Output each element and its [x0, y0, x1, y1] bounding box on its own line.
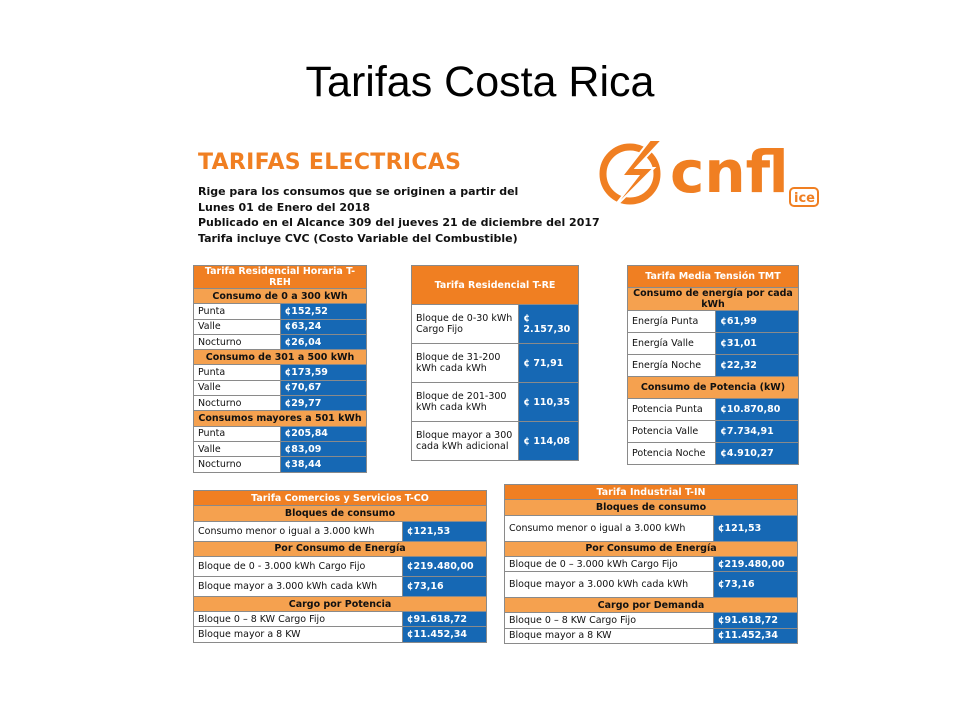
row-value: ¢11.452,34 — [713, 628, 797, 643]
row-label: Bloque mayor a 3.000 kWh cada kWh — [505, 572, 714, 598]
table-row — [194, 627, 487, 642]
row-label: Bloque 0 – 8 KW Cargo Fijo — [505, 613, 714, 628]
table-row — [412, 422, 579, 461]
row-value: ¢152,52 — [280, 304, 366, 319]
table-row — [194, 556, 487, 576]
row-value: ¢29,77 — [280, 396, 366, 411]
row-label: Nocturno — [194, 396, 281, 411]
table-t-re — [411, 265, 579, 461]
row-value: ¢38,44 — [280, 457, 366, 472]
row-value: ¢83,09 — [280, 441, 366, 456]
row-value: ¢91.618,72 — [713, 613, 797, 628]
intro-text — [198, 184, 600, 246]
table-row — [194, 441, 367, 456]
row-label: Bloque mayor a 3.000 kWh cada kWh — [194, 576, 403, 596]
section-heading: Consumo de 301 a 500 kWh — [194, 350, 367, 365]
row-value: ¢26,04 — [280, 334, 366, 349]
row-label: Punta — [194, 426, 281, 441]
row-value: ¢10.870,80 — [716, 399, 799, 421]
row-label: Nocturno — [194, 334, 281, 349]
row-value: ¢22,32 — [716, 355, 799, 377]
section-heading: Cargo por Potencia — [194, 596, 487, 611]
table-tmt — [627, 265, 799, 465]
row-label: Bloque 0 – 8 KW Cargo Fijo — [194, 612, 403, 627]
row-label: Bloque mayor a 300 cada kWh adicional — [412, 422, 519, 461]
row-value: ¢ 2.157,30 — [519, 305, 579, 344]
table-row — [505, 613, 798, 628]
row-label: Nocturno — [194, 457, 281, 472]
row-value: ¢219.480,00 — [402, 556, 486, 576]
table-row — [412, 344, 579, 383]
row-value: ¢219.480,00 — [713, 556, 797, 571]
row-label: Potencia Noche — [628, 443, 716, 465]
cnfl-logo — [592, 134, 822, 220]
logo-wordmark: cnfl — [670, 138, 789, 206]
ice-badge-label: ice — [794, 191, 815, 206]
table-row — [194, 319, 367, 334]
row-value: ¢173,59 — [280, 365, 366, 380]
table-row — [194, 380, 367, 395]
table-row — [505, 515, 798, 541]
row-label: Valle — [194, 380, 281, 395]
table-t-in — [504, 484, 798, 644]
intro-line: Rige para los consumos que se originen a partir del — [198, 185, 519, 198]
table-row — [505, 556, 798, 571]
row-value: ¢73,16 — [402, 576, 486, 596]
table-row — [194, 612, 487, 627]
section-heading: Bloques de consumo — [505, 500, 798, 515]
section-heading: Por Consumo de Energía — [194, 541, 487, 556]
row-label: Potencia Valle — [628, 421, 716, 443]
row-value: ¢205,84 — [280, 426, 366, 441]
row-label: Bloque de 201-300 kWh cada kWh — [412, 383, 519, 422]
slide-title: Tarifas Costa Rica — [305, 58, 655, 106]
table-row — [505, 628, 798, 643]
row-value: ¢61,99 — [716, 311, 799, 333]
table-row — [505, 572, 798, 598]
section-heading: Consumos mayores a 501 kWh — [194, 411, 367, 426]
intro-line: Lunes 01 de Enero del 2018 — [198, 200, 370, 214]
row-label: Potencia Punta — [628, 399, 716, 421]
row-label: Valle — [194, 319, 281, 334]
table-title: Tarifa Residencial Horaria T-REH — [194, 266, 367, 289]
row-value: ¢121,53 — [713, 515, 797, 541]
row-label: Energía Valle — [628, 333, 716, 355]
row-value: ¢70,67 — [280, 380, 366, 395]
section-heading: Consumo de 0 a 300 kWh — [194, 289, 367, 304]
row-label: Valle — [194, 441, 281, 456]
table-row — [194, 304, 367, 319]
table-row — [194, 457, 367, 472]
row-label: Consumo menor o igual a 3.000 kWh — [194, 521, 403, 541]
section-heading: Consumo de energía por cada kWh — [628, 288, 799, 311]
row-label: Energía Punta — [628, 311, 716, 333]
row-value: ¢91.618,72 — [402, 612, 486, 627]
table-row — [194, 396, 367, 411]
row-label: Bloque de 0 - 3.000 kWh Cargo Fijo — [194, 556, 403, 576]
table-row — [628, 399, 799, 421]
row-label: Bloque de 0-30 kWh Cargo Fijo — [412, 305, 519, 344]
table-row — [194, 426, 367, 441]
document-heading: TARIFAS ELECTRICAS — [198, 150, 462, 175]
intro-line: Publicado en el Alcance 309 del jueves 21 de diciembre del 2017 — [198, 216, 600, 229]
row-value: ¢4.910,27 — [716, 443, 799, 465]
row-value: ¢ 114,08 — [519, 422, 579, 461]
table-row — [628, 443, 799, 465]
section-heading: Consumo de Potencia (kW) — [628, 377, 799, 399]
row-value: ¢73,16 — [713, 572, 797, 598]
section-heading: Bloques de consumo — [194, 506, 487, 521]
table-row — [194, 334, 367, 349]
table-title: Tarifa Industrial T-IN — [505, 485, 798, 500]
table-row — [194, 576, 487, 596]
section-heading: Por Consumo de Energía — [505, 541, 798, 556]
row-value: ¢ 110,35 — [519, 383, 579, 422]
section-heading: Cargo por Demanda — [505, 598, 798, 613]
table-row — [628, 421, 799, 443]
row-label: Bloque de 31-200 kWh cada kWh — [412, 344, 519, 383]
row-label: Energía Noche — [628, 355, 716, 377]
table-t-reh — [193, 265, 367, 473]
tariff-document — [180, 138, 820, 658]
table-row — [412, 383, 579, 422]
row-label: Consumo menor o igual a 3.000 kWh — [505, 515, 714, 541]
table-row — [194, 365, 367, 380]
row-value: ¢121,53 — [402, 521, 486, 541]
table-title: Tarifa Media Tensión TMT — [628, 266, 799, 288]
table-row — [628, 333, 799, 355]
row-label: Bloque mayor a 8 KW — [505, 628, 714, 643]
row-label: Bloque mayor a 8 KW — [194, 627, 403, 642]
intro-line: Tarifa incluye CVC (Costo Variable del Combustible) — [198, 231, 518, 245]
row-value: ¢11.452,34 — [402, 627, 486, 642]
row-label: Bloque de 0 – 3.000 kWh Cargo Fijo — [505, 556, 714, 571]
row-value: ¢63,24 — [280, 319, 366, 334]
table-t-co — [193, 490, 487, 643]
row-label: Punta — [194, 365, 281, 380]
table-row — [628, 311, 799, 333]
table-row — [194, 521, 487, 541]
table-title: Tarifa Comercios y Servicios T-CO — [194, 491, 487, 506]
row-value: ¢ 71,91 — [519, 344, 579, 383]
table-row — [412, 305, 579, 344]
row-label: Punta — [194, 304, 281, 319]
table-title: Tarifa Residencial T-RE — [412, 266, 579, 305]
table-row — [628, 355, 799, 377]
row-value: ¢31,01 — [716, 333, 799, 355]
row-value: ¢7.734,91 — [716, 421, 799, 443]
